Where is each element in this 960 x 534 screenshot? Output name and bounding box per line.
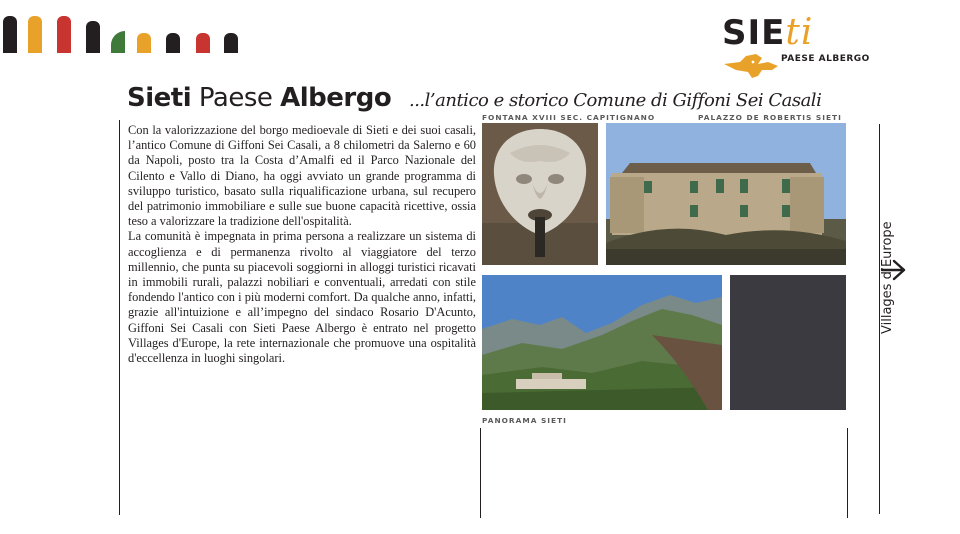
villages-deurope-link[interactable]: Villages d’Europe bbox=[880, 221, 895, 334]
panorama-photo bbox=[482, 275, 722, 410]
column-divider bbox=[480, 428, 481, 518]
column-divider bbox=[847, 428, 848, 518]
column-divider bbox=[119, 120, 120, 515]
page-title: Sieti Paese Albergo ...l’antico e storico Comune di Giffoni Sei Casali bbox=[127, 83, 822, 113]
page-subtitle: ...l’antico e storico Comune di Giffoni Sei Casali bbox=[408, 90, 822, 111]
arrow-right-icon[interactable] bbox=[880, 258, 908, 282]
arch-shape bbox=[86, 21, 100, 53]
arch-shape bbox=[196, 33, 210, 53]
palazzo-caption: PALAZZO DE ROBERTIS SIETI bbox=[698, 113, 842, 122]
lion-icon bbox=[722, 50, 784, 80]
panorama-caption: PANORAMA SIETI bbox=[482, 416, 567, 425]
article-paragraph: La comunità è impegnata in prima persona a realizzare un sistema di accoglienza e di permanenza rivolto al viaggiatore del terzo millennio, che punta su piacevoli soggiorni in alloggi turistici ricavati in immobili rurali, palazzi nobiliari e conventuali, arredati con stile fondendo l'antico con i più moderni comfort. Da qualche anno, infatti, grazie all'intuizione e all’impegno del sindaco Rosario D'Acunto, Giffoni Sei Casali con Sieti Paese Albergo è entrato nel progetto Villages d'Europe, la rete internazionale che promuove una ospitalità d'eccellenza in luoghi singolari. bbox=[128, 229, 476, 366]
arch-shape bbox=[111, 31, 125, 53]
arch-shape bbox=[137, 33, 151, 53]
fountain-caption: FONTANA XVIII SEC. CAPITIGNANO bbox=[482, 113, 656, 122]
gray-panel bbox=[730, 275, 846, 410]
arch-shape bbox=[166, 33, 180, 53]
arch-shape bbox=[57, 16, 71, 53]
arch-shape bbox=[28, 16, 42, 53]
logo-wordmark: SIEti bbox=[722, 12, 814, 53]
logo-subtitle: PAESE ALBERGO bbox=[781, 54, 870, 64]
article-paragraph: Con la valorizzazione del borgo medioevale di Sieti e dei suoi casali, l’antico Comune di Giffoni Sei Casali, a 8 chilometri da Salerno e 60 da Napoli, posto tra la Costa d’Amalfi ed il Parco Nazionale del Cilento e Vallo di Diano, ha oggi avviato un grande programma di sviluppo turistico, basato sulla riqualificazione urbana, sul recupero del patrimonio immobiliare e sulle sue buone capacità ricettive, ossia teso a valorizzare la tradizione dell'ospitalità. bbox=[128, 123, 476, 229]
arch-shape bbox=[224, 33, 238, 53]
arch-shape bbox=[3, 16, 17, 53]
article-body bbox=[128, 123, 476, 366]
palazzo-photo bbox=[606, 123, 846, 265]
fountain-photo bbox=[482, 123, 598, 265]
